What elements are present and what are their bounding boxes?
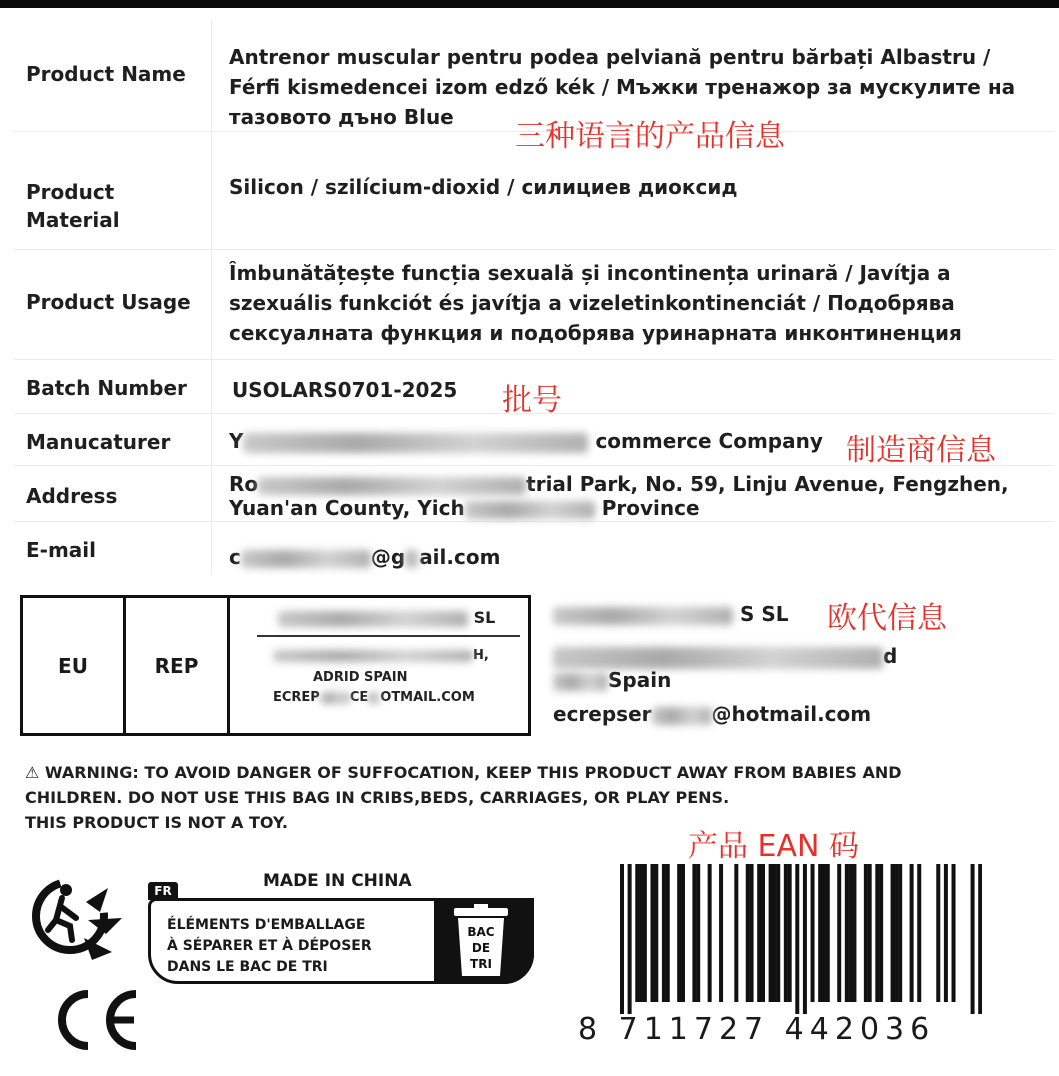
- row-value: USOLARS0701-2025: [232, 378, 458, 402]
- barcode-bar: [891, 864, 895, 1002]
- barcode-bar: [898, 864, 902, 1002]
- barcode-bar: [757, 864, 761, 1002]
- triman-line-2: À SÉPARER ET À DÉPOSER: [167, 938, 372, 954]
- address-mid: trial Park, No. 59, Linju Avenue, Fengzhen, Yuan'an County, Yich: [229, 472, 1009, 520]
- barcode-bar: [822, 864, 826, 1002]
- row-label: Batch Number: [26, 376, 187, 400]
- bin-label-3: TRI: [470, 957, 492, 971]
- barcode-bar: [746, 864, 750, 1002]
- barcode-bar: [952, 864, 956, 1002]
- table-row-product-name: [14, 20, 1054, 132]
- barcode-bar: [864, 864, 868, 1002]
- eu-rep-line3: [553, 666, 671, 694]
- top-border: [0, 0, 1059, 8]
- redacted-blur: [405, 550, 419, 568]
- annotation-batch: 批号: [502, 383, 562, 418]
- barcode-bar: [917, 864, 921, 1002]
- barcode-bar: [936, 864, 940, 1002]
- barcode-bar: [772, 864, 776, 1002]
- manufacturer-suffix: commerce Company: [595, 429, 823, 453]
- barcode-bar: [677, 864, 681, 1002]
- email-end: ail.com: [419, 545, 501, 569]
- redacted-blur: [258, 477, 526, 495]
- row-value: [229, 542, 1046, 572]
- row-label: Manucaturer: [26, 430, 171, 454]
- warning-text: [25, 760, 1025, 835]
- barcode-bar: [875, 864, 879, 1002]
- annotation-manufacturer: 制造商信息: [846, 433, 996, 468]
- redacted-blur: [553, 673, 608, 691]
- barcode-bar: [852, 864, 856, 1002]
- eu-rep-line1: [553, 600, 788, 628]
- row-value: Îmbunătățește funcția sexuală și incontinența urinară / Javítja a szexuális funkciót és javítja a vizeletinkontinenciát / Подобрява сексуалната функция и подобрява уринарната инконтиненция: [229, 261, 962, 345]
- redacted-blur: [320, 692, 350, 704]
- eu-box-divider: [257, 635, 520, 637]
- barcode-bar: [788, 864, 792, 1002]
- barcode-bar: [692, 864, 696, 1002]
- table-row-email: [14, 522, 1054, 576]
- redacted-blur: [241, 550, 371, 568]
- barcode-bar: [620, 864, 624, 1014]
- barcode-bar: [971, 864, 975, 1014]
- eu-rep-box: [20, 595, 531, 736]
- eu-box-line2: [273, 648, 489, 663]
- barcode-bar: [849, 864, 853, 1002]
- row-label: Address: [26, 484, 118, 508]
- redacted-blur: [243, 433, 588, 453]
- barcode-bar: [650, 864, 654, 1002]
- barcode-bar: [639, 864, 643, 1002]
- row-value: [229, 472, 1046, 520]
- table-row-address: [14, 466, 1054, 522]
- barcode-bar: [635, 864, 639, 1002]
- triman-bin-panel: [434, 898, 534, 984]
- eu-box-line4-prefix: ECREP: [273, 690, 320, 705]
- address-prefix: Ro: [229, 472, 259, 496]
- barcode-bar: [894, 864, 898, 1002]
- barcode-bar: [818, 864, 822, 1002]
- redacted-blur: [368, 692, 380, 704]
- annotation-product-info: 三种语言的产品信息: [515, 119, 785, 154]
- barcode-bar: [784, 864, 788, 1002]
- barcode-bar: [978, 864, 982, 1014]
- barcode-bar: [837, 864, 841, 1002]
- row-label: Product Material: [26, 180, 120, 232]
- eu-box-line2-text: H,: [473, 648, 489, 663]
- barcode-bar: [795, 864, 799, 1014]
- triman-line-1: ÉLÉMENTS D'EMBALLAGE: [167, 917, 366, 933]
- ean-digits: 8 711727 442036: [578, 1012, 936, 1047]
- eu-box-line3: ADRID SPAIN: [313, 670, 408, 685]
- ce-mark-icon: [48, 988, 142, 1052]
- warning-line-1: ⚠ WARNING: TO AVOID DANGER OF SUFFOCATION, KEEP THIS PRODUCT AWAY FROM BABIES AND: [25, 763, 902, 782]
- recycling-bin-icon: [452, 904, 510, 978]
- triman-line-3: DANS LE BAC DE TRI: [167, 959, 328, 975]
- row-value: Antrenor muscular pentru podea pelviană pentru bărbați Albastru / Férfi kismedencei izom edző kék / Мъжки тренажор за мускулите на тазовото дъно Blue: [229, 45, 1016, 129]
- country-tab: FR: [148, 882, 178, 900]
- made-in-label: MADE IN CHINA: [263, 871, 412, 891]
- barcode-bar: [910, 864, 914, 1002]
- barcode-bar: [811, 864, 815, 1002]
- barcode-bar: [666, 864, 670, 1002]
- redacted-blur: [652, 707, 712, 725]
- eu-box-line4-suffix: OTMAIL.COM: [380, 690, 475, 705]
- barcode-bar: [708, 864, 712, 1002]
- row-value: Silicon / szilícium-dioxid / силициев диоксид: [229, 175, 738, 199]
- bin-label-2: DE: [471, 941, 491, 955]
- email-suffix: @g: [370, 545, 406, 569]
- barcode-bar: [750, 864, 754, 1002]
- eu-box-line4-mid: CE: [349, 690, 369, 705]
- table-row-product-usage: [14, 250, 1054, 360]
- bin-label-1: BAC: [467, 925, 495, 939]
- eu-rep-line4-suffix: @hotmail.com: [711, 702, 872, 726]
- barcode-bar: [628, 864, 632, 1014]
- row-label: Product Usage: [26, 290, 191, 314]
- barcode-bar: [719, 864, 723, 1002]
- redacted-blur: [278, 611, 468, 627]
- eu-rep-line2-text: d: [883, 644, 898, 668]
- rep-cell: REP: [126, 598, 230, 733]
- address-suffix: Province: [601, 496, 700, 520]
- barcode-bar: [769, 864, 773, 1002]
- row-label: E-mail: [26, 538, 97, 562]
- redacted-blur: [465, 501, 595, 519]
- eu-rep-line1-text: S SL: [739, 602, 789, 626]
- barcode-bar: [845, 864, 849, 1002]
- annotation-eu-rep: 欧代信息: [827, 601, 947, 636]
- redacted-blur: [273, 650, 473, 662]
- barcode-bar: [681, 864, 685, 1002]
- barcode-bar: [761, 864, 765, 1002]
- barcode-bar: [803, 864, 807, 1014]
- barcode-bar: [776, 864, 780, 1002]
- email-prefix: c: [229, 545, 241, 569]
- barcode-bar: [826, 864, 830, 1002]
- eu-rep-line3-text: Spain: [608, 668, 672, 692]
- ean-barcode: [620, 864, 982, 1014]
- barcode-bar: [944, 864, 948, 1002]
- triman-label: [148, 898, 534, 984]
- eu-rep-line4-prefix: ecrepser: [553, 702, 652, 726]
- barcode-bar: [868, 864, 872, 1002]
- barcode-bar: [662, 864, 666, 1002]
- warning-line-3: THIS PRODUCT IS NOT A TOY.: [25, 813, 288, 832]
- barcode-bar: [734, 864, 738, 1002]
- manufacturer-prefix: Y: [229, 429, 244, 453]
- eu-box-line1-text: SL: [473, 608, 496, 627]
- row-label: Product Name: [26, 62, 186, 86]
- eu-rep-line4: [553, 700, 871, 728]
- redacted-blur: [553, 607, 733, 625]
- eu-box-line4: [273, 690, 475, 705]
- barcode-bar: [643, 864, 647, 1002]
- barcode-bar: [654, 864, 658, 1002]
- eu-cell: EU: [23, 598, 126, 733]
- barcode-bar: [696, 864, 700, 1002]
- tidyman-recycle-icon: [26, 868, 128, 968]
- triman-text: [167, 915, 372, 978]
- annotation-ean: 产品 EAN 码: [688, 829, 859, 864]
- warning-line-2: CHILDREN. DO NOT USE THIS BAG IN CRIBS,BEDS, CARRIAGES, OR PLAY PENS.: [25, 788, 730, 807]
- eu-box-line1: [278, 608, 495, 627]
- barcode-bar: [879, 864, 883, 1002]
